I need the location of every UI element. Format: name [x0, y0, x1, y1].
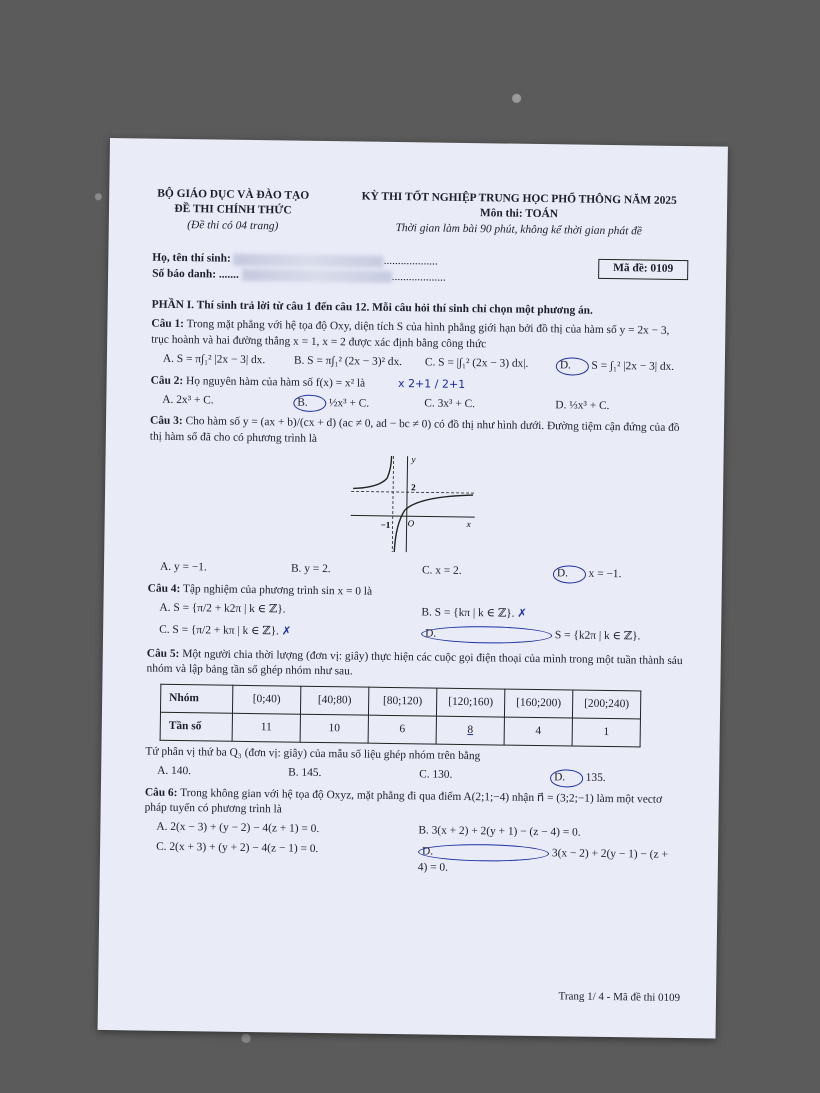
- left-branch: [353, 456, 391, 490]
- q5-after-text: Tứ phân vị thứ ba Q₃ (đơn vị: giây) của mẫu số liệu ghép nhóm trên bằng: [145, 745, 481, 763]
- table-header-cell: [0;40): [232, 685, 300, 714]
- page-footer: Trang 1/ 4 - Mã đề thi 0109: [558, 990, 681, 1005]
- q2-options: [162, 393, 686, 418]
- x-neg-one-label: −1: [380, 519, 391, 531]
- q6-d-circle: D.: [418, 843, 549, 862]
- q4-options-row2: [159, 621, 683, 646]
- q5-option-b[interactable]: B. 145.: [288, 766, 322, 780]
- exam-header: [153, 187, 690, 241]
- q1-text: Trong mặt phẳng với hệ tọa độ Oxy, diện tích S của hình phẳng giới hạn bởi đồ thị của hàm số y = 2x − 3, trục hoành và hai đường thẳng x = 1, x = 2 được xác định bằng công thức: [151, 318, 670, 351]
- q2-text: Họ nguyên hàm của hàm số f(x) = x² là: [185, 374, 366, 390]
- q5-option-a[interactable]: A. 140.: [157, 764, 192, 778]
- q4-option-b[interactable]: [421, 605, 683, 625]
- q3-d-circle: D.: [553, 566, 586, 584]
- q4-b-cross: ✗: [517, 605, 528, 621]
- q3-d-text: x = −1.: [588, 568, 622, 581]
- q2-option-d[interactable]: D. ⅓x³ + C.: [555, 399, 610, 412]
- q2-b-circle: B.: [293, 394, 326, 412]
- q3-option-a[interactable]: A. y = −1.: [159, 561, 207, 574]
- id-label: Số báo danh: .......: [152, 267, 239, 281]
- table-header-cell: [160;200): [504, 689, 572, 718]
- q6-label: Câu 6:: [144, 786, 178, 799]
- exam-paper: [98, 138, 728, 1039]
- table-header-cell: [120;160): [436, 688, 504, 717]
- id-dots: ...................: [391, 270, 446, 284]
- q1-option-b[interactable]: B. S = π∫₁² (2x − 3)² dx.: [293, 354, 403, 369]
- subject-label: Môn thi: TOÁN: [479, 207, 559, 221]
- exam-code-box: Mã đề: 0109: [598, 259, 688, 280]
- q4-option-d[interactable]: [421, 625, 683, 646]
- exam-title: KỲ THI TỐT NGHIỆP TRUNG HỌC PHỔ THÔNG NĂM 2025: [361, 190, 677, 207]
- x-axis: [351, 515, 475, 517]
- q3-graph: [348, 453, 685, 563]
- question-6: [145, 785, 681, 823]
- q6-option-c[interactable]: C. 2(x + 3) + (y + 2) − 4(z − 1) = 0.: [156, 840, 319, 855]
- q5-d-circle: D.: [550, 769, 583, 787]
- table-header-cell: [200;240): [572, 690, 640, 719]
- table-header-cell: [40;80): [300, 686, 368, 715]
- q5-label: Câu 5:: [146, 647, 180, 661]
- time-note: Thời gian làm bài 90 phút, không kể thời gian phát đề: [395, 221, 642, 238]
- table-cell: 8: [436, 716, 504, 745]
- q2-option-b[interactable]: [293, 394, 424, 413]
- q3-option-c[interactable]: C. x = 2.: [421, 564, 462, 578]
- question-5: [146, 647, 682, 685]
- q6-option-d[interactable]: [418, 843, 680, 879]
- table-cell: Tần số: [160, 712, 232, 741]
- q1-option-c[interactable]: C. S = |∫₁² (2x − 3) dx|.: [424, 356, 529, 370]
- q5-d-text: 135.: [585, 771, 606, 785]
- q1-d-circle: D.: [556, 357, 589, 375]
- x-axis-label: x: [466, 519, 471, 530]
- official-label: ĐỀ THI CHÍNH THỨC: [174, 203, 292, 217]
- y-two-label: 2: [411, 482, 416, 493]
- table-cell: 11: [232, 713, 300, 742]
- q3-option-b[interactable]: B. y = 2.: [290, 563, 331, 576]
- q5-option-d[interactable]: [550, 769, 681, 788]
- q2-option-c[interactable]: C. 3x³ + C.: [424, 397, 476, 411]
- q5-options: [157, 764, 681, 789]
- question-4: [148, 581, 684, 604]
- ministry-name: BỘ GIÁO DỤC VÀ ĐÀO TẠO: [157, 187, 310, 202]
- q3-text: Cho hàm số y = (ax + b)/(cx + d) (ac ≠ 0, ad − bc ≠ 0) có đồ thị như hình dưới. Đường tiệm cận đứng của đồ thị hàm số đã cho có phương trình là: [149, 415, 680, 445]
- name-label: Họ, tên thí sinh:: [152, 251, 231, 265]
- q1-options: [163, 352, 687, 377]
- table-cell: 4: [504, 717, 572, 746]
- q3-option-d[interactable]: [553, 566, 684, 585]
- q4-text: Tập nghiệm của phương trình sin x = 0 là: [182, 582, 373, 598]
- q6-text: Trong không gian với hệ tọa độ Oxyz, mặt phẳng đi qua điểm A(2;1;−4) nhận n⃗ = (3;2;−1) làm một vectơ pháp tuyến có phương trình là: [144, 786, 663, 816]
- origin-label: O: [407, 518, 415, 529]
- q2-handwritten-note: x 2+1 / 2+1: [397, 376, 466, 391]
- blurred-id: [242, 269, 392, 283]
- q2-label: Câu 2:: [150, 374, 184, 387]
- q4-b-text: B. S = {kπ | k ∈ ℤ}.: [421, 606, 515, 620]
- q1-option-a[interactable]: A. S = π∫₁² |2x − 3| dx.: [162, 352, 266, 367]
- q5-option-c[interactable]: C. 130.: [419, 768, 453, 782]
- q6-options-row2: [156, 839, 680, 879]
- q4-c-cross: ✗: [281, 623, 292, 638]
- q4-d-circle: D.: [421, 625, 552, 644]
- table-cell: 10: [300, 714, 368, 743]
- hyperbola-graph: [348, 453, 479, 555]
- frequency-table: [160, 684, 642, 748]
- q6-option-a[interactable]: A. 2(x − 3) + (y − 2) − 4(z + 1) = 0.: [156, 821, 320, 836]
- table-header-cell: Nhóm: [160, 684, 232, 713]
- question-3: [150, 414, 686, 452]
- q5-text: Một người chia thời lượng (đơn vị: giây) thực hiện các cuộc gọi điện thoại của mình trong một tuần thành sáu nhóm và lập bảng tần số ghép nhóm như sau.: [146, 648, 683, 678]
- question-1: [151, 317, 687, 355]
- q4-d-text: S = {k2π | k ∈ ℤ}.: [554, 628, 641, 643]
- y-axis-label: y: [411, 454, 416, 465]
- q3-label: Câu 3:: [149, 414, 183, 428]
- blurred-name: [234, 253, 384, 267]
- vertical-asymptote: [392, 456, 393, 552]
- q4-label: Câu 4:: [147, 582, 181, 595]
- q2-option-a[interactable]: A. 2x³ + C.: [162, 393, 214, 407]
- table-cell: 1: [572, 718, 640, 747]
- q4-options-row1: [159, 601, 683, 625]
- candidate-info: [152, 251, 688, 289]
- table-header-cell: [80;120): [368, 687, 436, 716]
- q1-d-text: S = ∫₁² |2x − 3| dx.: [591, 359, 675, 374]
- q2-b-text: ½x³ + C.: [328, 396, 370, 410]
- q6-d-text: 3(x − 2) + 2(y − 1) − (z + 4) = 0.: [417, 847, 668, 874]
- question-2: [151, 373, 687, 396]
- pages-note: (Đề thi có 04 trang): [187, 218, 279, 233]
- table-row: [160, 712, 640, 747]
- q3-options: [160, 560, 684, 585]
- name-dots: ...................: [383, 255, 438, 268]
- q6-option-b[interactable]: B. 3(x + 2) + 2(y + 1) − (z − 4) = 0.: [418, 824, 581, 840]
- table-cell: 6: [368, 715, 436, 744]
- q1-option-d[interactable]: [556, 357, 687, 376]
- q1-label: Câu 1:: [151, 317, 185, 331]
- q6-options-row1: [156, 820, 680, 843]
- q4-c-text: C. S = {π/2 + kπ | k ∈ ℤ}.: [159, 623, 280, 638]
- q4-option-c[interactable]: [159, 621, 421, 642]
- part-one-heading: PHẦN I. Thí sinh trả lời từ câu 1 đến câu 12. Mỗi câu hỏi thí sinh chỉ chọn một phương án.: [151, 298, 594, 317]
- y-axis: [406, 456, 407, 552]
- q4-option-a[interactable]: A. S = {π/2 + k2π | k ∈ ℤ}.: [159, 601, 286, 616]
